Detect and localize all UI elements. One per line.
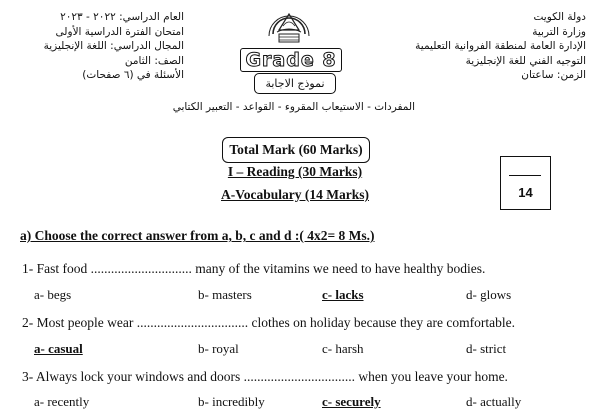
answer-option: b- royal bbox=[198, 341, 239, 356]
score-value: 14 bbox=[518, 185, 533, 200]
answer-option-correct: c- securely bbox=[322, 394, 381, 409]
exam-info-header bbox=[14, 10, 184, 83]
header-left-line: الصف: الثامن bbox=[124, 54, 184, 67]
question-text: 2- Most people wear ................................. clothes on holiday because they are comfortable. bbox=[22, 315, 515, 330]
header-left-line: الأسئلة في (٦ صفحات) bbox=[82, 69, 184, 81]
answer-option-correct: c- lacks bbox=[322, 287, 364, 302]
answer-model-label: نموذج الاجابة bbox=[254, 73, 336, 94]
score-box bbox=[500, 156, 551, 210]
header-right-line: وزارة التربية bbox=[532, 25, 586, 38]
answer-option: d- actually bbox=[466, 394, 522, 409]
answer-option: c- harsh bbox=[322, 341, 364, 356]
question-text: 3- Always lock your windows and doors ................................. when you leave your home. bbox=[22, 369, 508, 384]
ministry-header bbox=[415, 10, 586, 83]
vocabulary-section-title: A-Vocabulary (14 Marks) bbox=[221, 187, 369, 202]
score-blank-line bbox=[509, 175, 541, 176]
grade-label: Grade 8 bbox=[240, 48, 342, 72]
reading-section-title: I – Reading (30 Marks) bbox=[227, 164, 363, 179]
header-right-line: الزمن: ساعتان bbox=[521, 69, 586, 81]
answer-option-correct: a- casual bbox=[34, 341, 83, 356]
answer-option: b- masters bbox=[198, 287, 252, 302]
header-left-line: المجال الدراسي: اللغة الإنجليزية bbox=[43, 40, 184, 52]
header-right-line: التوجيه الفني للغة الإنجليزية bbox=[465, 54, 586, 67]
header-left-line: امتحان الفترة الدراسية الأولى bbox=[55, 25, 184, 38]
answer-option: a- begs bbox=[34, 287, 72, 302]
answer-option: a- recently bbox=[34, 394, 90, 409]
kuwait-emblem-icon bbox=[265, 4, 313, 46]
answer-option: d- glows bbox=[466, 287, 512, 302]
answer-option: b- incredibly bbox=[198, 394, 265, 409]
answer-option: d- strict bbox=[466, 341, 507, 356]
header-right-line: الإدارة العامة لمنطقة الفروانية التعليمية bbox=[415, 40, 586, 52]
header-left-line: العام الدراسي: ٢٠٢٢ - ٢٠٢٣ bbox=[60, 11, 184, 23]
total-mark: Total Mark (60 Marks) bbox=[222, 137, 370, 163]
exam-topics: المفردات - الاستيعاب المقروء - القواعد - التعبير الكتابي bbox=[172, 101, 415, 113]
header-right-line: دولة الكويت bbox=[533, 11, 586, 23]
question-instruction: a) Choose the correct answer from a, b, c and d :( 4x2= 8 Ms.) bbox=[20, 228, 375, 243]
question-text: 1- Fast food .............................. many of the vitamins we need to have healthy bodies. bbox=[22, 261, 486, 276]
